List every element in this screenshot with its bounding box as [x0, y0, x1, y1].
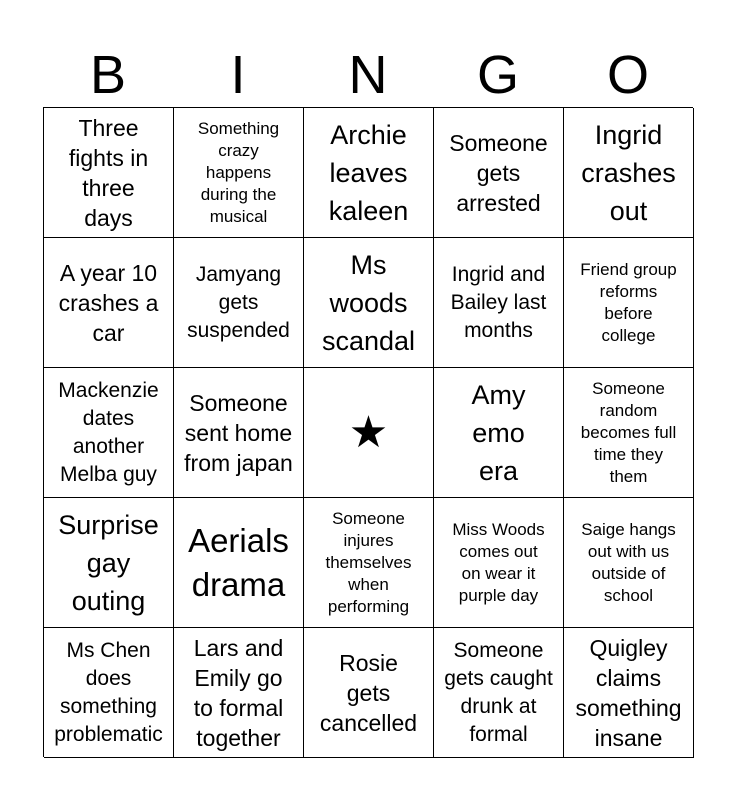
bingo-cell[interactable] — [564, 628, 694, 758]
header-letter-g: G — [476, 45, 519, 105]
cell-text: Three fights in three days — [68, 114, 149, 231]
cell-text: Someone random becomes full time they them — [580, 378, 677, 486]
bingo-cell[interactable] — [434, 498, 564, 628]
bingo-cell[interactable] — [174, 108, 304, 238]
cell-text: Amy emo era — [471, 379, 526, 486]
free-space-cell[interactable] — [304, 368, 434, 498]
header-letter-i: I — [230, 45, 246, 105]
header-letter-n: N — [348, 45, 388, 105]
bingo-cell[interactable] — [174, 238, 304, 368]
bingo-cell[interactable] — [174, 628, 304, 758]
bingo-cell[interactable] — [44, 238, 174, 368]
cell-text: A year 10 crashes a car — [58, 259, 159, 346]
header-letter-o: O — [606, 45, 649, 105]
cell-text: Ingrid and Bailey last months — [450, 262, 547, 342]
bingo-cell[interactable] — [564, 368, 694, 498]
cell-text: Lars and Emily go to formal together — [193, 634, 284, 751]
cell-text: Someone sent home from japan — [184, 389, 293, 476]
bingo-cell[interactable] — [304, 628, 434, 758]
cell-text: Ms Chen does something problematic — [54, 638, 163, 746]
bingo-cell[interactable] — [564, 108, 694, 238]
bingo-cell[interactable] — [304, 498, 434, 628]
bingo-cell[interactable] — [44, 368, 174, 498]
bingo-cell[interactable] — [434, 368, 564, 498]
bingo-cell[interactable] — [44, 498, 174, 628]
cell-text: Friend group reforms before college — [580, 259, 677, 345]
cell-text: Quigley claims something insane — [575, 634, 682, 751]
cell-text: Jamyang gets suspended — [187, 262, 290, 342]
bingo-cell[interactable] — [564, 498, 694, 628]
cell-text: Mackenzie dates another Melba guy — [58, 378, 159, 486]
cell-text: Something crazy happens during the musical — [197, 118, 280, 226]
cell-text: Archie leaves kaleen — [328, 119, 409, 226]
cell-text: Rosie gets cancelled — [319, 649, 418, 736]
cell-text: Someone gets arrested — [449, 129, 548, 216]
cell-text: Ms woods scandal — [321, 249, 416, 356]
bingo-cell[interactable] — [304, 238, 434, 368]
cell-text: Aerials drama — [188, 521, 289, 603]
bingo-cell[interactable] — [174, 368, 304, 498]
bingo-cell[interactable] — [174, 498, 304, 628]
bingo-board — [43, 107, 693, 757]
cell-text: Saige hangs out with us outside of school — [581, 519, 676, 605]
bingo-cell[interactable] — [304, 108, 434, 238]
bingo-cell[interactable] — [44, 628, 174, 758]
cell-text: Miss Woods comes out on wear it purple day — [452, 519, 545, 605]
header-letter-b: B — [89, 45, 127, 105]
bingo-cell[interactable] — [44, 108, 174, 238]
cell-text: Someone gets caught drunk at formal — [444, 638, 553, 746]
bingo-cell[interactable] — [564, 238, 694, 368]
bingo-cell[interactable] — [434, 628, 564, 758]
cell-text: Ingrid crashes out — [581, 119, 676, 226]
bingo-cell[interactable] — [434, 108, 564, 238]
star-icon: ★ — [348, 407, 389, 457]
bingo-header — [43, 42, 693, 108]
bingo-cell[interactable] — [434, 238, 564, 368]
cell-text: Someone injures themselves when performing — [325, 508, 412, 616]
cell-text: Surprise gay outing — [58, 509, 159, 616]
